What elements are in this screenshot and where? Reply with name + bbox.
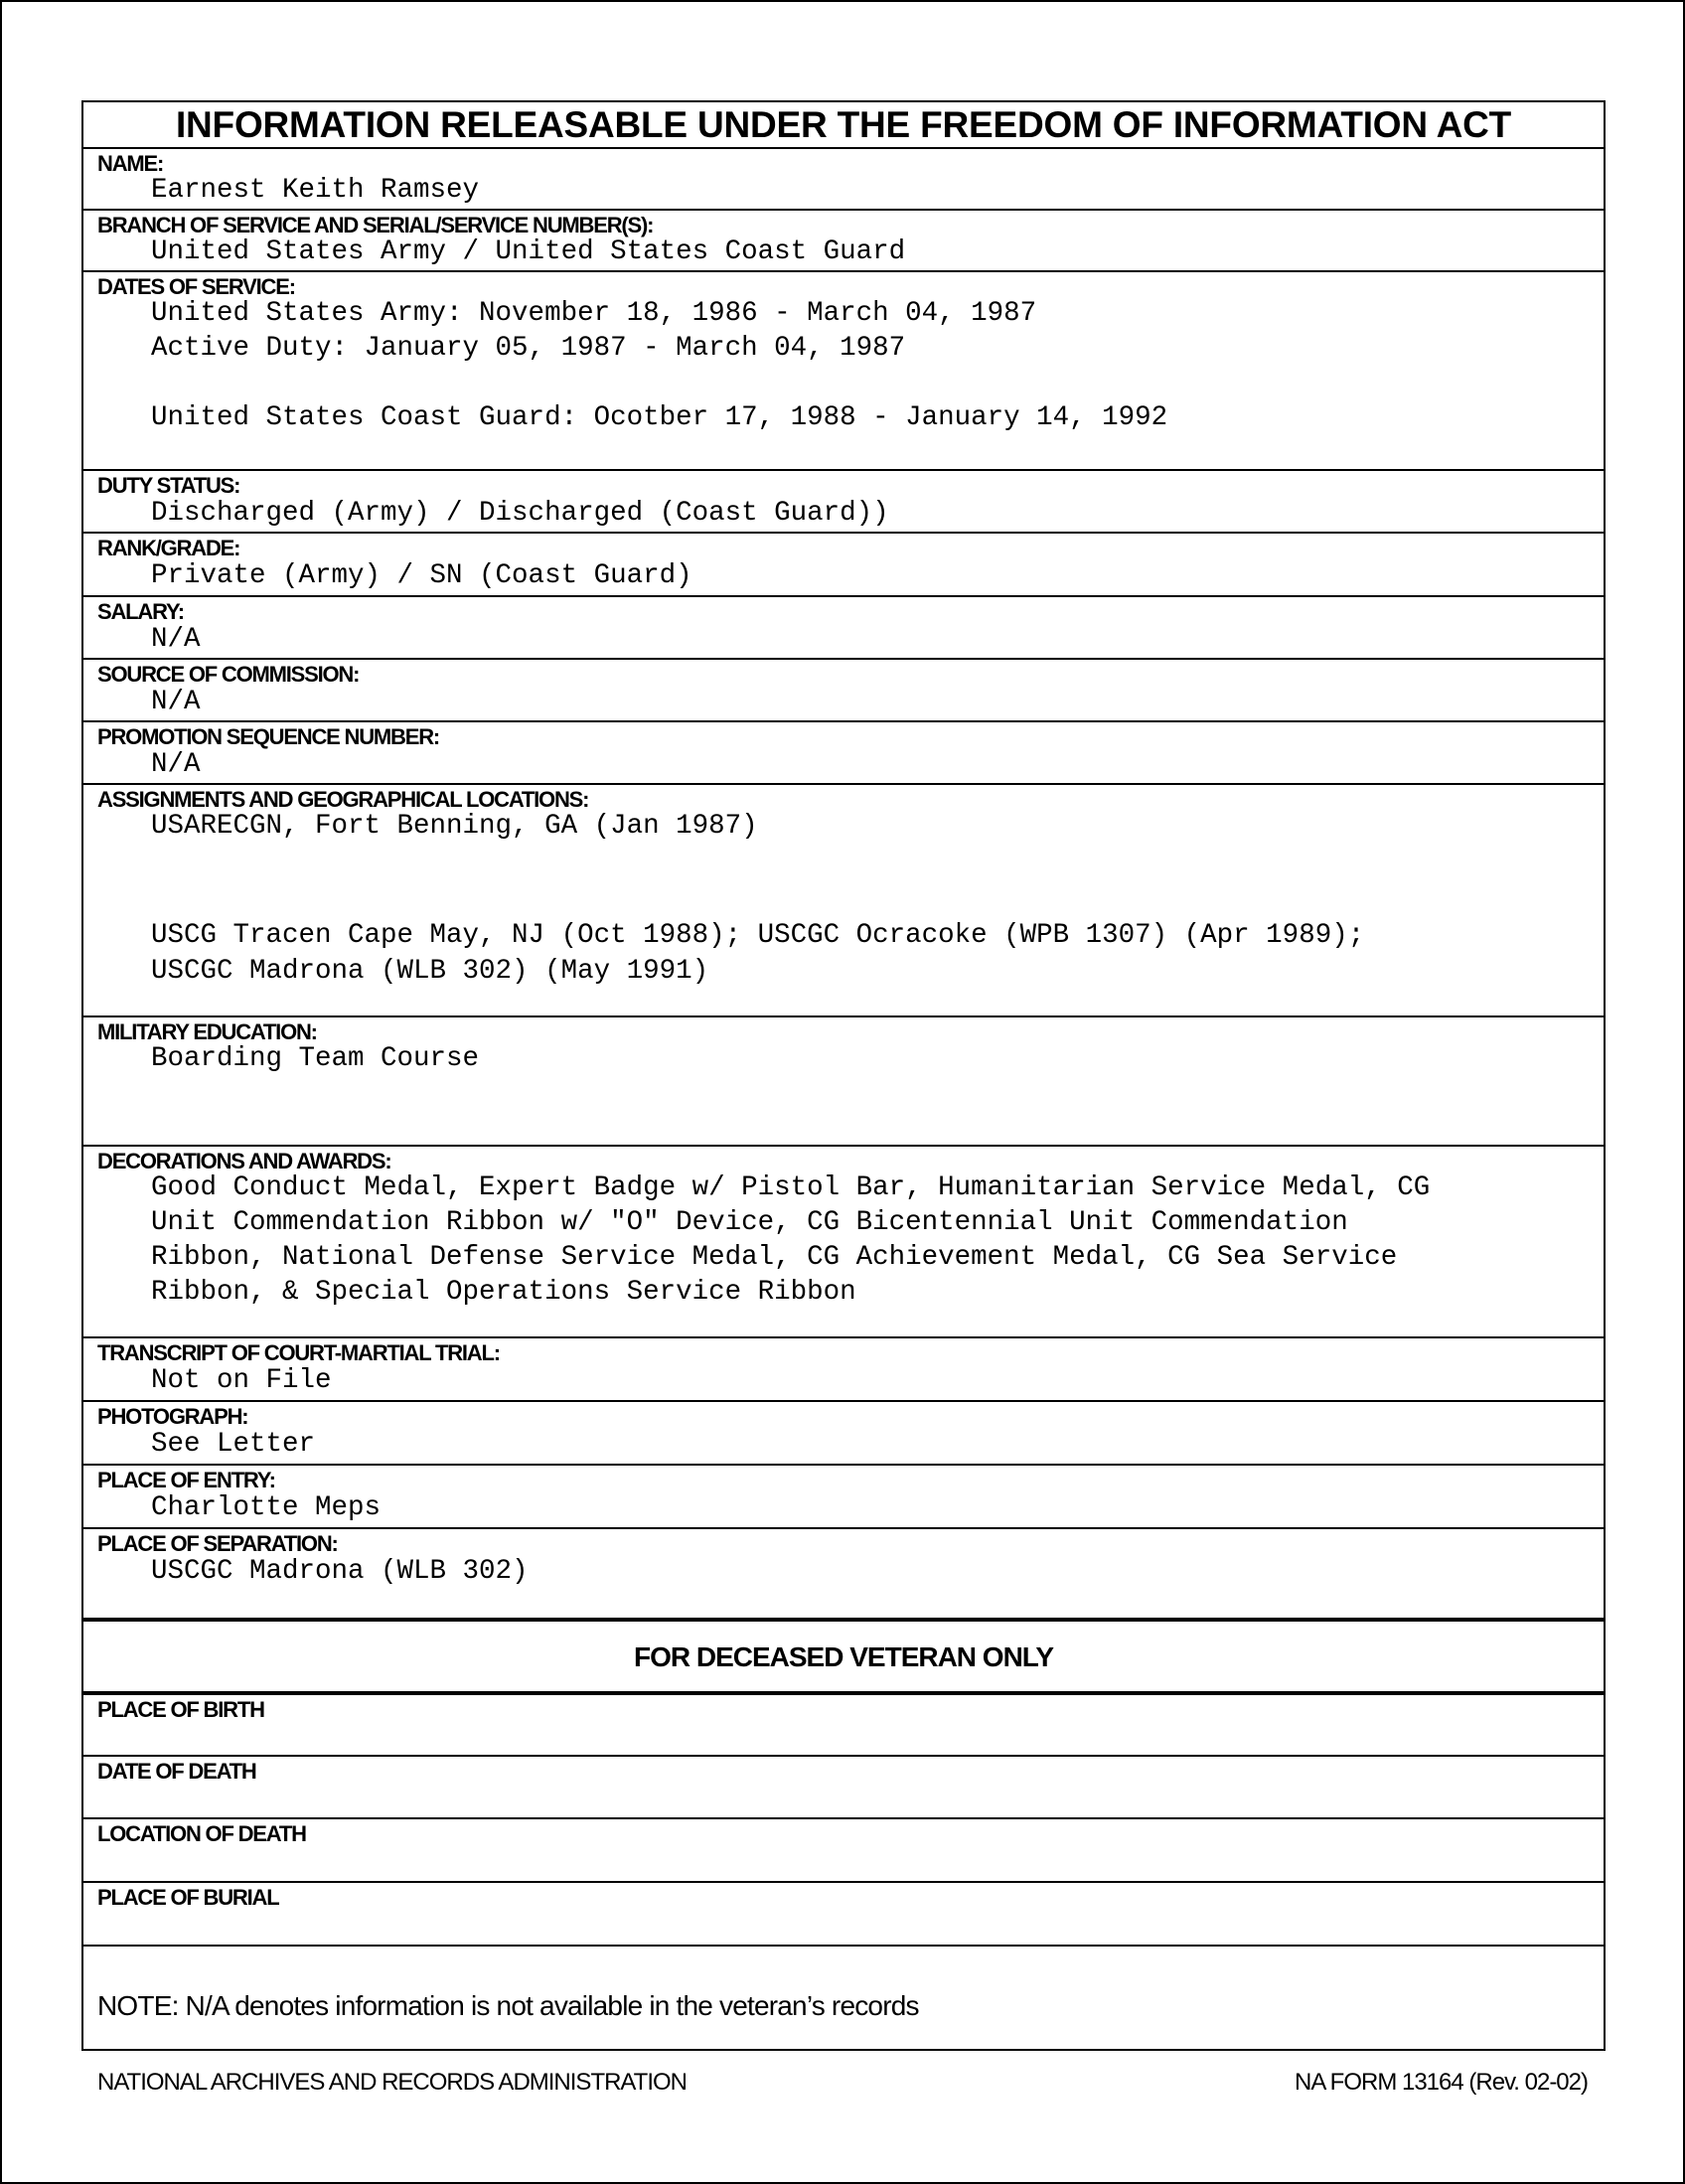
field-name	[83, 149, 1604, 211]
field-label: RANK/GRADE:	[97, 536, 240, 560]
field-value: Ribbon, National Defense Service Medal, CG Achievement Medal, CG Sea Service	[151, 1242, 1398, 1273]
field-value: United States Army / United States Coast Guard	[151, 236, 906, 267]
field-value: USCGC Madrona (WLB 302) (May 1991)	[151, 956, 709, 987]
field-dates-of-service	[83, 272, 1604, 471]
field-label: ASSIGNMENTS AND GEOGRAPHICAL LOCATIONS:	[97, 787, 589, 812]
field-label: MILITARY EDUCATION:	[97, 1019, 317, 1044]
field-label: TRANSCRIPT OF COURT-MARTIAL TRIAL:	[97, 1340, 500, 1365]
field-label: DECORATIONS AND AWARDS:	[97, 1149, 391, 1173]
field-value: Ribbon, & Special Operations Service Ribbon	[151, 1277, 856, 1308]
field-label: PLACE OF SEPARATION:	[97, 1531, 338, 1556]
field-place-of-burial	[83, 1883, 1604, 1947]
note-row	[83, 1947, 1604, 2049]
field-label: PROMOTION SEQUENCE NUMBER:	[97, 724, 440, 749]
field-promotion-sequence-number	[83, 722, 1604, 785]
field-value: USCG Tracen Cape May, NJ (Oct 1988); USCGC Ocracoke (WPB 1307) (Apr 1989);	[151, 920, 1365, 951]
footer-agency: NATIONAL ARCHIVES AND RECORDS ADMINISTRATION	[97, 2069, 687, 2096]
field-label: DUTY STATUS:	[97, 473, 240, 498]
field-label: PLACE OF ENTRY:	[97, 1468, 275, 1492]
field-value: Good Conduct Medal, Expert Badge w/ Pistol Bar, Humanitarian Service Medal, CG	[151, 1172, 1431, 1203]
deceased-section-header	[83, 1622, 1604, 1695]
field-value: Private (Army) / SN (Coast Guard)	[151, 560, 692, 591]
field-value: Active Duty: January 05, 1987 - March 04, 1987	[151, 333, 906, 364]
field-rank-grade	[83, 534, 1604, 597]
field-place-of-entry	[83, 1466, 1604, 1529]
field-label: PLACE OF BURIAL	[97, 1885, 279, 1910]
field-label: NAME:	[97, 151, 164, 176]
field-value: See Letter	[151, 1429, 316, 1460]
field-value: Earnest Keith Ramsey	[151, 175, 480, 206]
field-label: SOURCE OF COMMISSION:	[97, 662, 360, 687]
field-court-martial-transcript	[83, 1338, 1604, 1402]
field-location-of-death	[83, 1819, 1604, 1883]
field-place-of-separation	[83, 1529, 1604, 1622]
field-value: Charlotte Meps	[151, 1492, 382, 1523]
field-value: N/A	[151, 687, 201, 717]
field-value: N/A	[151, 624, 201, 655]
field-label: DATES OF SERVICE:	[97, 274, 295, 299]
field-label: DATE OF DEATH	[97, 1759, 256, 1784]
deceased-heading: FOR DECEASED VETERAN ONLY	[633, 1641, 1054, 1672]
field-branch	[83, 211, 1604, 272]
footer-form-number: NA FORM 13164 (Rev. 02-02)	[1294, 2069, 1588, 2096]
field-value: United States Coast Guard: Ocotber 17, 1988 - January 14, 1992	[151, 402, 1168, 433]
field-label: SALARY:	[97, 599, 184, 624]
field-place-of-birth	[83, 1695, 1604, 1757]
field-duty-status	[83, 471, 1604, 534]
field-value: N/A	[151, 749, 201, 780]
field-value: USCGC Madrona (WLB 302)	[151, 1556, 529, 1587]
field-military-education	[83, 1017, 1604, 1147]
field-label: BRANCH OF SERVICE AND SERIAL/SERVICE NUMBER(S):	[97, 213, 654, 237]
field-decorations-and-awards	[83, 1147, 1604, 1338]
field-label: LOCATION OF DEATH	[97, 1821, 306, 1846]
field-label: PHOTOGRAPH:	[97, 1404, 248, 1429]
field-assignments	[83, 785, 1604, 1017]
field-value: Discharged (Army) / Discharged (Coast Guard))	[151, 498, 889, 529]
field-photograph	[83, 1402, 1604, 1466]
form-title: INFORMATION RELEASABLE UNDER THE FREEDOM OF INFORMATION ACT	[175, 104, 1512, 145]
field-salary	[83, 597, 1604, 660]
form-title-row	[83, 102, 1604, 149]
field-value: Not on File	[151, 1365, 332, 1396]
field-value: USARECGN, Fort Benning, GA (Jan 1987)	[151, 811, 758, 842]
foia-form	[81, 100, 1606, 2051]
field-source-of-commission	[83, 660, 1604, 722]
note-text: NOTE: N/A denotes information is not available in the veteran’s records	[97, 1990, 919, 2021]
field-value: United States Army: November 18, 1986 - March 04, 1987	[151, 298, 1037, 329]
field-value: Unit Commendation Ribbon w/ "O" Device, CG Bicentennial Unit Commendation	[151, 1207, 1348, 1238]
field-date-of-death	[83, 1757, 1604, 1819]
field-label: PLACE OF BIRTH	[97, 1697, 264, 1722]
field-value: Boarding Team Course	[151, 1043, 480, 1074]
